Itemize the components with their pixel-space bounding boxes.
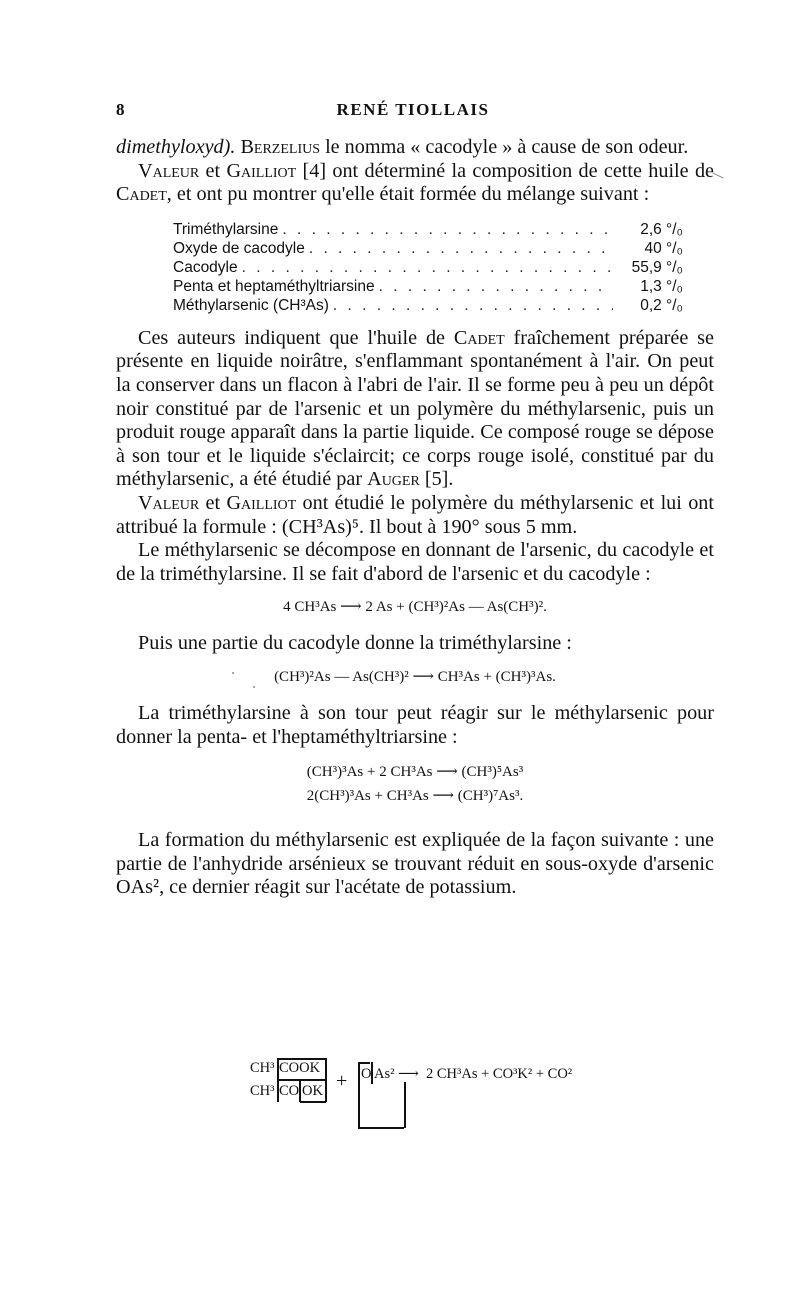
scheme-box-mid — [277, 1079, 325, 1081]
author-name: Cadet — [453, 326, 505, 349]
running-title: RENÉ TIOLLAIS — [336, 100, 490, 119]
leader-dots — [282, 220, 613, 239]
equation-2: (CH³)²As — As(CH³)² ⟶ CH³As + (CH³)³As. — [274, 668, 556, 685]
scheme-bracket-right — [404, 1082, 406, 1128]
p3-text: fraîchement préparée se présente en liquide noirâtre, s'enflammant spontanément à l'air. On peut la conserver dans un flacon à l'abri de l'air. Il se forme peu à peu un dépôt noir constitué par de l'arsenic et un polymère du méthylarsenic, puis un produit rouge apparaît dans la partie liquide. Ce composé rouge se dépose à son tour et le liquide s'éclaircit; ce corps rouge isolé, constitué par du méthylarsenic, a été étudié par — [116, 326, 714, 491]
scheme-plus: + — [336, 1070, 348, 1092]
compound-name: Oxyde de cacodyle — [173, 239, 305, 257]
compound-name: Penta et heptaméthyltriarsine — [173, 277, 375, 295]
equation-group — [116, 761, 714, 807]
author-name: Gailliot — [226, 491, 297, 514]
author-name: Auger — [367, 468, 420, 491]
paragraph-6: Puis une partie du cacodyle donne la triméthylarsine : — [138, 632, 572, 655]
compound-percent: 0,2 °/₀ — [640, 296, 683, 314]
composition-row — [173, 220, 683, 239]
scheme-co: CO — [279, 1083, 300, 1099]
scheme-bracket-bottom — [358, 1127, 404, 1129]
compound-percent: 40 °/₀ — [644, 239, 683, 257]
scheme-cook: COOK — [279, 1060, 321, 1076]
reaction-scheme — [250, 1058, 680, 1130]
p4-text: ont étudié le polymère du méthylarsenic et lui ont attribué la formule : (CH³As)⁵. Il bout à 190° sous 5 mm. — [116, 491, 714, 538]
p2-text: , et ont pu montrer qu'elle était formée du mélange suivant : — [166, 183, 650, 206]
leader-dots — [242, 258, 613, 277]
page-header — [116, 100, 710, 126]
p3-text: [5]. — [419, 468, 454, 491]
scheme-arrow: ⟶ — [398, 1066, 419, 1082]
compound-name: Méthylarsenic (CH³As) — [173, 296, 329, 314]
equation-1: 4 CH³As ⟶ 2 As + (CH³)²As — As(CH³)². — [283, 599, 547, 616]
scan-speck — [232, 672, 234, 674]
paragraph-1 — [116, 136, 714, 160]
scheme-o-bracket-left — [358, 1062, 360, 1128]
scheme-o: O — [361, 1066, 372, 1082]
scheme-ok-underline — [300, 1101, 326, 1103]
paragraph-8: La formation du méthylarsenic est expliquée de la façon suivante : une partie de l'anhydride arsénieux se trouvant réduit en sous-oxyde d'arsenic OAs², ce dernier réagit sur l'acétate de potassium. — [116, 829, 714, 899]
paragraph-5: Le méthylarsenic se décompose en donnant de l'arsenic, du cacodyle et de la triméthylarsine. Il se fait d'abord de l'arsenic et du cacodyle : — [116, 539, 714, 585]
author-name: Cadet — [116, 183, 167, 206]
p1-text: le nomma « cacodyle » à cause de son odeur. — [320, 136, 689, 158]
scheme-ch3-bottom: CH³ — [250, 1083, 275, 1099]
p3-text: Ces auteurs indiquent que l'huile de — [138, 326, 454, 349]
leader-dots — [309, 239, 613, 258]
paragraph-2 — [116, 160, 714, 207]
leader-dots — [379, 277, 613, 296]
compound-percent: 2,6 °/₀ — [640, 220, 683, 238]
scheme-box-top — [277, 1058, 325, 1060]
scheme-ch3-top: CH³ — [250, 1060, 275, 1076]
scheme-box-right — [325, 1058, 327, 1102]
scheme-products: 2 CH³As + CO³K² + CO² — [426, 1066, 573, 1082]
composition-row — [173, 296, 683, 315]
scheme-o-bracket-top — [358, 1062, 370, 1064]
paragraph-7: La triméthylarsine à son tour peut réagir sur le méthylarsenic pour donner la penta- et l'heptaméthyltriarsine : — [116, 701, 714, 748]
page-number: 8 — [116, 100, 125, 119]
scheme-o-divider — [371, 1062, 373, 1084]
compound-name: Cacodyle — [173, 258, 238, 276]
scheme-ok: OK — [302, 1083, 323, 1099]
paragraph-3 — [116, 327, 714, 492]
composition-table — [173, 220, 683, 315]
scheme-as2: As² — [374, 1066, 395, 1082]
p1-italic: dimethyloxyd). — [116, 136, 241, 158]
equation-4: 2(CH³)³As + CH³As ⟶ (CH³)⁷As³. — [306, 788, 524, 805]
leader-dots — [333, 296, 613, 315]
compound-percent: 1,3 °/₀ — [640, 277, 683, 295]
composition-row — [173, 239, 683, 258]
p4-text: et — [199, 491, 227, 514]
author-name: Gailliot — [226, 159, 297, 182]
p2-text: [4] ont déterminé la composition de cette huile de — [296, 159, 714, 182]
equation-3: (CH³)³As + 2 CH³As ⟶ (CH³)⁵As³ — [306, 764, 524, 781]
scan-mark — [712, 173, 723, 179]
paragraph-4 — [116, 492, 714, 539]
body-text — [116, 136, 714, 900]
author-name: Valeur — [138, 491, 200, 514]
compound-percent: 55,9 °/₀ — [631, 258, 683, 276]
author-name: Valeur — [138, 159, 200, 182]
p2-text: et — [199, 159, 227, 182]
composition-row — [173, 277, 683, 296]
composition-row — [173, 258, 683, 277]
scheme-box-divider — [299, 1080, 301, 1102]
author-name: Berzelius — [240, 136, 321, 158]
compound-name: Triméthylarsine — [173, 220, 279, 238]
scan-speck — [253, 686, 255, 688]
